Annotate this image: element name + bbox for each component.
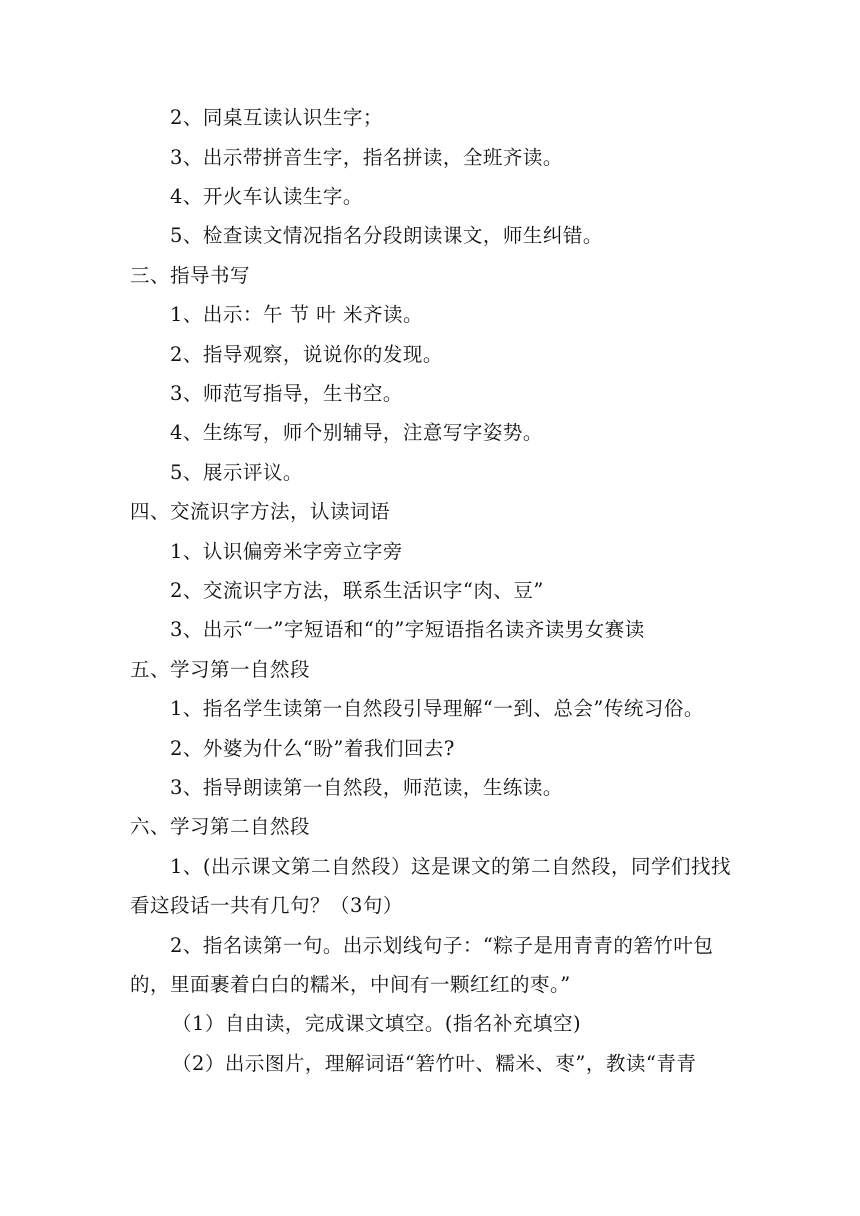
- text-line: 5、检查读文情况指名分段朗读课文，师生纠错。: [170, 224, 603, 247]
- section-heading: 四、交流识字方法，认读词语: [130, 500, 391, 523]
- text-line: 3、指导朗读第一自然段，师范读，生练读。: [170, 776, 563, 799]
- text-line: 看这段话一共有几句？（3句）: [130, 894, 403, 917]
- text-line: 4、生练写，师个别辅导，注意写字姿势。: [170, 421, 543, 444]
- text-line: 2、同桌互读认识生字；: [170, 106, 383, 129]
- text-line: 3、师范写指导，生书空。: [170, 382, 403, 405]
- text-line: 4、开火车认读生字。: [170, 185, 363, 208]
- text-line: 2、交流识字方法，联系生活识字“肉、豆”: [170, 579, 544, 602]
- text-line: 2、指名读第一句。出示划线句子：“粽子是用青青的箬竹叶包: [170, 934, 714, 957]
- text-line: 1、认识偏旁米字旁立字旁: [170, 540, 403, 563]
- text-line: 3、出示“一”字短语和“的”字短语指名读齐读男女赛读: [170, 618, 645, 641]
- text-line: （1）自由读，完成课文填空。(指名补充填空): [172, 1012, 582, 1035]
- text-line: 3、出示带拼音生字，指名拼读，全班齐读。: [170, 146, 563, 169]
- text-line: 1、(出示课文第二自然段）这是课文的第二自然段，同学们找找: [170, 855, 732, 878]
- section-heading: 五、学习第一自然段: [130, 658, 311, 681]
- text-line: （2）出示图片，理解词语“箬竹叶、糯米、枣”，教读“青青: [172, 1052, 697, 1075]
- text-line: 1、出示：午 节 叶 米齐读。: [170, 303, 424, 326]
- section-heading: 六、学习第二自然段: [130, 815, 311, 838]
- text-line: 1、指名学生读第一自然段引导理解“一到、总会”传统习俗。: [170, 697, 704, 720]
- text-line: 2、指导观察，说说你的发现。: [170, 343, 443, 366]
- text-line: 2、外婆为什么“盼”着我们回去?: [170, 737, 455, 760]
- text-line: 的，里面裹着白白的糯米，中间有一颗红红的枣。”: [130, 973, 571, 996]
- section-heading: 三、指导书写: [130, 264, 251, 287]
- text-line: 5、展示评议。: [170, 461, 303, 484]
